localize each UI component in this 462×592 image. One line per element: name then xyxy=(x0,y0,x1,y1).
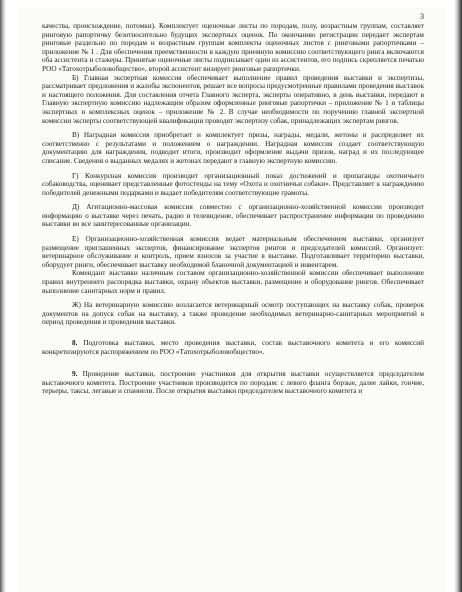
viewer-left-edge xyxy=(0,0,6,592)
paragraph-text: В) Наградная комиссия приобретает и комплектует призы, награды, медали, жетоны и распределяет их соответственно с результатами и положением о награждении. Наградная комиссия создает соответствующую документацию для награждения, подводит итоги, производит оформление выдачи призов, наград и их последующее списание. Сведения о выданных медалях и жетонах передают в главную экспертную комиссию. xyxy=(42,131,424,165)
paragraph-text: Д) Агитационно-массовая комиссия совместно с организационно-хозяйственной комиссии производит информацию о выставке через печать, радио и телевидение, обеспечивает распространение информации по проведению выставки во все заинтересованные организации. xyxy=(42,203,424,229)
paragraph-veterinary-commission xyxy=(42,301,424,327)
paragraph-economic-commission xyxy=(42,235,424,269)
paragraph-award-commission xyxy=(42,131,424,165)
paragraph-text: Б) Главная экспертная комиссия обеспечивает выполнение правил проведения выставки и экспертизы, рассматривает предложения и жалобы экспонентов, решает все вопросы предусмотренные правилами проведения выставок и настоящего положения. Для составления отчета Главного эксперта, эксперты оперативно, в день выставки, передают в Главную экспертную комиссию надлежащим образом оформленные ринговые рапортички – приложение № 1 и таблицы экспертных и комплексных оценок – приложение № 2. В случае необходимости по поручению главной экспертной комиссии эксперты соответствующей квалификации проводят экспертизу собак, принадлежащих экспертам рингов. xyxy=(42,73,424,125)
paragraph-text: Ж) На ветеринарную комиссию возлагается ветеринарный осмотр поступающих на выставку собак, проверок документов на допуск собак на выставку, а также проведение необходимых ветеринарно-санитарных мероприятий в период проведения и проведения выставки. xyxy=(42,301,424,327)
paragraph-text: Проведение выставки, построение участников для открытия выставки осуществляется председателем выставочного комитета. Построение участников производится по породам: с левого фланга борзые, далее лайки, гончие, терьеры, таксы, легавые и спаниели. После открытия выставки председателем выставочного комитета и xyxy=(42,370,424,396)
paragraph-agitation-commission xyxy=(42,203,424,229)
paragraph-commandant xyxy=(42,269,424,295)
paragraph-registration xyxy=(42,22,424,74)
section-number: 9. xyxy=(72,370,78,379)
paragraph-text: Е) Организационно-хозяйственная комиссия ведает материальным обеспечением выставки, организует размещение приглашенных экспертов, финансирование экспертов рингов и председателей комиссий. Организует: ветеринарное обслуживание и контроль, прием взносов за участие в выставке. Подготавливает территорию выставки, оборудует ринги, обеспечивает выставку необходимой бланочной документацией и инвентарем. xyxy=(42,235,424,269)
paragraph-text: Подготовка выставки, место проведения выставки, состав выставочного комитета и его комиссий конкретизируются распоряжением по РОО «Татохотрыболовобщество». xyxy=(42,339,424,356)
paragraph-section-8 xyxy=(42,339,424,356)
paragraph-main-expert-commission xyxy=(42,74,424,126)
paragraph-text: Комендант выставки наличным составом организационно-хозяйственной комиссии обеспечивает выполнение правил внутреннего распорядка выставки, охрану объектов выставки, размещение и оборудование рингов. Обеспечивает выполнение санитарных норм и правил. xyxy=(42,269,424,295)
section-number: 8. xyxy=(72,339,78,347)
page-number: 3 xyxy=(420,12,424,21)
viewer-right-edge xyxy=(454,0,462,592)
document-body xyxy=(42,22,424,396)
paragraph-text: качества, происхождение, потомки). Комплектует оценочные листы по породам, полу, возрастным группам, составляет ринговую рапортичку безотносительно будущих экспертных оценок. По окончанию регистрации передает экспертам ринговые раздельно по породам и возрастным группам комплекты оценочных листов с ринговыми рапортичками – приложение № 1 . Для обеспечения преемственности в каждую приемную комиссию соответствующего ринга включаются оба ассистента и стажеры. Принятые оценочные листы подписывает один из ассистентов, его подпись скрепляется печатью РОО «Татохотрыболовобщество», второй ассистент визирует ринговые рапортички. xyxy=(42,22,424,73)
paragraph-contest-commission xyxy=(42,172,424,198)
document-page xyxy=(18,8,446,592)
paragraph-text: Г) Конкурсная комиссия производит организационный показ достижений и пропаганды охотничьего собаководства, оценивает представленные фотостенды на тему «Охота и охотничьи собаки». Представляет к награждению победителей денежными подарками и выдает победителям соответствующие грамоты. xyxy=(42,171,424,197)
paragraph-section-9 xyxy=(42,370,424,396)
